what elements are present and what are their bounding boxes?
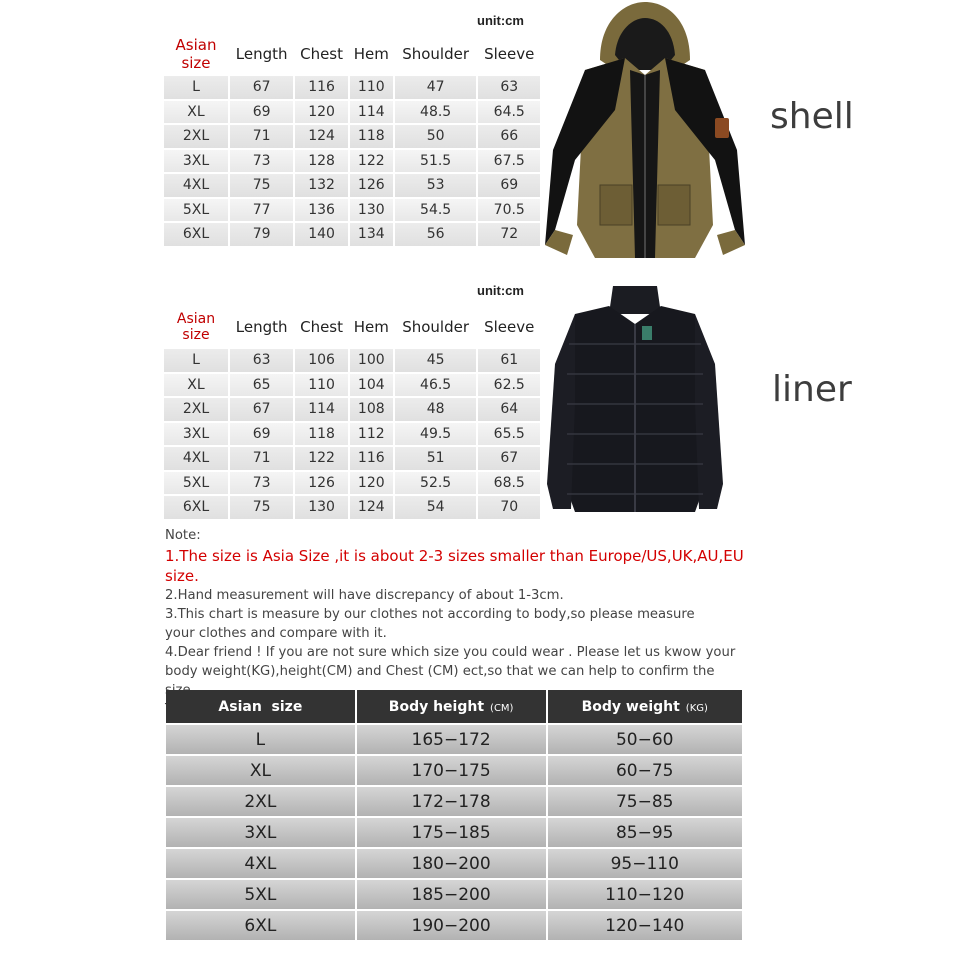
- cell-length: 67: [230, 398, 293, 421]
- shell-header-sleeve: Sleeve: [478, 34, 540, 74]
- liner-unit-label: unit:cm: [477, 283, 524, 298]
- shell-header-hem: Hem: [350, 34, 393, 74]
- cell-shoulder: 45: [395, 349, 477, 372]
- cell-shoulder: 47: [395, 76, 477, 99]
- cell-hem: 104: [350, 374, 393, 397]
- cell-hem: 112: [350, 423, 393, 446]
- cell-weight: 50−60: [548, 725, 743, 754]
- cell-size: 2XL: [164, 125, 228, 148]
- note-contact: 4.Dear friend ! If you are not sure which size you could wear . Please let us kwow your body weight(KG),height(CM) and Chest (CM) ect,so that we can help to confirm the: [165, 645, 736, 679]
- table-row: [164, 150, 540, 173]
- cell-hem: 108: [350, 398, 393, 421]
- body-header-asian-size: [166, 690, 355, 723]
- cell-shoulder: 51.5: [395, 150, 477, 173]
- cell-length: 71: [230, 125, 293, 148]
- table-row: [166, 818, 742, 847]
- cell-length: 69: [230, 101, 293, 124]
- shell-jacket-image: [545, 0, 745, 262]
- body-header-height: [357, 690, 546, 723]
- body-header-asian-size-label: Asian size: [218, 698, 303, 715]
- cell-chest: 122: [295, 447, 347, 470]
- liner-size-table: [162, 305, 542, 521]
- cell-height: 180−200: [357, 849, 546, 878]
- liner-label: liner: [772, 369, 852, 410]
- cell-height: 185−200: [357, 880, 546, 909]
- cell-hem: 100: [350, 349, 393, 372]
- body-header-weight-label: Body weight: [581, 698, 680, 715]
- cell-sleeve: 62.5: [478, 374, 540, 397]
- cell-shoulder: 53: [395, 174, 477, 197]
- cell-chest: 130: [295, 496, 347, 519]
- notes-title: Note:: [165, 528, 201, 543]
- table-row: [164, 199, 540, 222]
- cell-size: XL: [164, 374, 228, 397]
- cell-sleeve: 64: [478, 398, 540, 421]
- cell-length: 79: [230, 223, 293, 246]
- cell-length: 71: [230, 447, 293, 470]
- cell-sleeve: 65.5: [478, 423, 540, 446]
- body-header-weight-unit: (KG): [685, 702, 708, 714]
- table-row: [164, 101, 540, 124]
- table-row: [164, 76, 540, 99]
- cell-shoulder: 56: [395, 223, 477, 246]
- table-row: [164, 472, 540, 495]
- cell-size: 5XL: [166, 880, 355, 909]
- cell-shoulder: 46.5: [395, 374, 477, 397]
- body-header-height-unit: (CM): [490, 702, 514, 714]
- body-size-table: [164, 688, 744, 942]
- cell-size: 4XL: [164, 447, 228, 470]
- shell-header-row: [164, 34, 540, 74]
- table-row: [164, 174, 540, 197]
- cell-chest: 124: [295, 125, 347, 148]
- liner-header-length: Length: [230, 307, 293, 347]
- liner-header-sleeve: Sleeve: [478, 307, 540, 347]
- cell-weight: 60−75: [548, 756, 743, 785]
- cell-length: 69: [230, 423, 293, 446]
- table-row: [164, 398, 540, 421]
- cell-shoulder: 48.5: [395, 101, 477, 124]
- cell-size: 6XL: [164, 496, 228, 519]
- shell-header-shoulder: Shoulder: [395, 34, 477, 74]
- body-header-weight: [548, 690, 743, 723]
- cell-hem: 110: [350, 76, 393, 99]
- table-row: [166, 911, 742, 940]
- liner-header-chest: Chest: [295, 307, 347, 347]
- cell-height: 190−200: [357, 911, 546, 940]
- cell-hem: 116: [350, 447, 393, 470]
- cell-size: 5XL: [164, 199, 228, 222]
- cell-shoulder: 52.5: [395, 472, 477, 495]
- cell-sleeve: 67.5: [478, 150, 540, 173]
- note-hand-measurement: 2.Hand measurement will have discrepancy of about 1-3cm.: [165, 588, 564, 603]
- note-measure-clothes: 3.This chart is measure by our clothes not according to body,so please measure your clothes and compare with it.: [165, 607, 695, 641]
- cell-length: 77: [230, 199, 293, 222]
- cell-length: 67: [230, 76, 293, 99]
- cell-weight: 110−120: [548, 880, 743, 909]
- cell-height: 170−175: [357, 756, 546, 785]
- cell-hem: 120: [350, 472, 393, 495]
- table-row: [166, 725, 742, 754]
- cell-hem: 130: [350, 199, 393, 222]
- cell-chest: 116: [295, 76, 347, 99]
- cell-size: 6XL: [166, 911, 355, 940]
- cell-chest: 128: [295, 150, 347, 173]
- cell-chest: 136: [295, 199, 347, 222]
- cell-shoulder: 54: [395, 496, 477, 519]
- cell-size: 4XL: [166, 849, 355, 878]
- cell-hem: 122: [350, 150, 393, 173]
- cell-sleeve: 72: [478, 223, 540, 246]
- cell-length: 73: [230, 472, 293, 495]
- shell-label: shell: [770, 96, 854, 137]
- cell-chest: 106: [295, 349, 347, 372]
- cell-shoulder: 48: [395, 398, 477, 421]
- cell-chest: 110: [295, 374, 347, 397]
- cell-weight: 120−140: [548, 911, 743, 940]
- cell-hem: 118: [350, 125, 393, 148]
- cell-size: 3XL: [166, 818, 355, 847]
- cell-height: 172−178: [357, 787, 546, 816]
- cell-size: XL: [164, 101, 228, 124]
- cell-height: 165−172: [357, 725, 546, 754]
- table-row: [166, 787, 742, 816]
- table-row: [164, 125, 540, 148]
- liner-header-hem: Hem: [350, 307, 393, 347]
- cell-chest: 120: [295, 101, 347, 124]
- cell-size: 4XL: [164, 174, 228, 197]
- shell-header-chest: Chest: [295, 34, 347, 74]
- cell-shoulder: 50: [395, 125, 477, 148]
- cell-size: 3XL: [164, 150, 228, 173]
- shell-header-asian-size: Asian size: [164, 34, 228, 74]
- cell-size: XL: [166, 756, 355, 785]
- shell-header-length: Length: [230, 34, 293, 74]
- cell-size: L: [164, 349, 228, 372]
- body-header-row: [166, 690, 742, 723]
- liner-jacket-image: [545, 284, 725, 516]
- cell-length: 75: [230, 496, 293, 519]
- cell-sleeve: 68.5: [478, 472, 540, 495]
- cell-size: 3XL: [164, 423, 228, 446]
- liner-header-row: [164, 307, 540, 347]
- cell-chest: 118: [295, 423, 347, 446]
- cell-weight: 95−110: [548, 849, 743, 878]
- table-row: [166, 849, 742, 878]
- cell-sleeve: 63: [478, 76, 540, 99]
- body-header-height-label: Body height: [388, 698, 485, 715]
- cell-sleeve: 69: [478, 174, 540, 197]
- liner-header-shoulder: Shoulder: [395, 307, 477, 347]
- table-row: [164, 374, 540, 397]
- cell-size: L: [166, 725, 355, 754]
- cell-size: 2XL: [166, 787, 355, 816]
- cell-shoulder: 51: [395, 447, 477, 470]
- cell-length: 73: [230, 150, 293, 173]
- cell-sleeve: 66: [478, 125, 540, 148]
- cell-hem: 134: [350, 223, 393, 246]
- liner-header-asian-size: Asian size: [164, 307, 228, 347]
- cell-chest: 114: [295, 398, 347, 421]
- table-row: [164, 349, 540, 372]
- cell-hem: 114: [350, 101, 393, 124]
- cell-size: 2XL: [164, 398, 228, 421]
- cell-weight: 75−85: [548, 787, 743, 816]
- cell-shoulder: 49.5: [395, 423, 477, 446]
- cell-hem: 124: [350, 496, 393, 519]
- cell-sleeve: 61: [478, 349, 540, 372]
- note-asia-size: 1.The size is Asia Size ,it is about 2-3 sizes smaller than Europe/US,UK,AU,EU size.: [165, 547, 744, 585]
- table-row: [166, 880, 742, 909]
- cell-weight: 85−95: [548, 818, 743, 847]
- shell-unit-label: unit:cm: [477, 13, 524, 28]
- cell-sleeve: 70: [478, 496, 540, 519]
- cell-sleeve: 67: [478, 447, 540, 470]
- table-row: [164, 496, 540, 519]
- cell-height: 175−185: [357, 818, 546, 847]
- cell-shoulder: 54.5: [395, 199, 477, 222]
- cell-chest: 126: [295, 472, 347, 495]
- cell-size: 5XL: [164, 472, 228, 495]
- shell-size-table: [162, 32, 542, 248]
- cell-chest: 140: [295, 223, 347, 246]
- cell-length: 63: [230, 349, 293, 372]
- table-row: [164, 223, 540, 246]
- cell-size: 6XL: [164, 223, 228, 246]
- cell-length: 75: [230, 174, 293, 197]
- table-row: [166, 756, 742, 785]
- cell-chest: 132: [295, 174, 347, 197]
- cell-sleeve: 64.5: [478, 101, 540, 124]
- table-row: [164, 423, 540, 446]
- cell-length: 65: [230, 374, 293, 397]
- table-row: [164, 447, 540, 470]
- cell-size: L: [164, 76, 228, 99]
- cell-hem: 126: [350, 174, 393, 197]
- cell-sleeve: 70.5: [478, 199, 540, 222]
